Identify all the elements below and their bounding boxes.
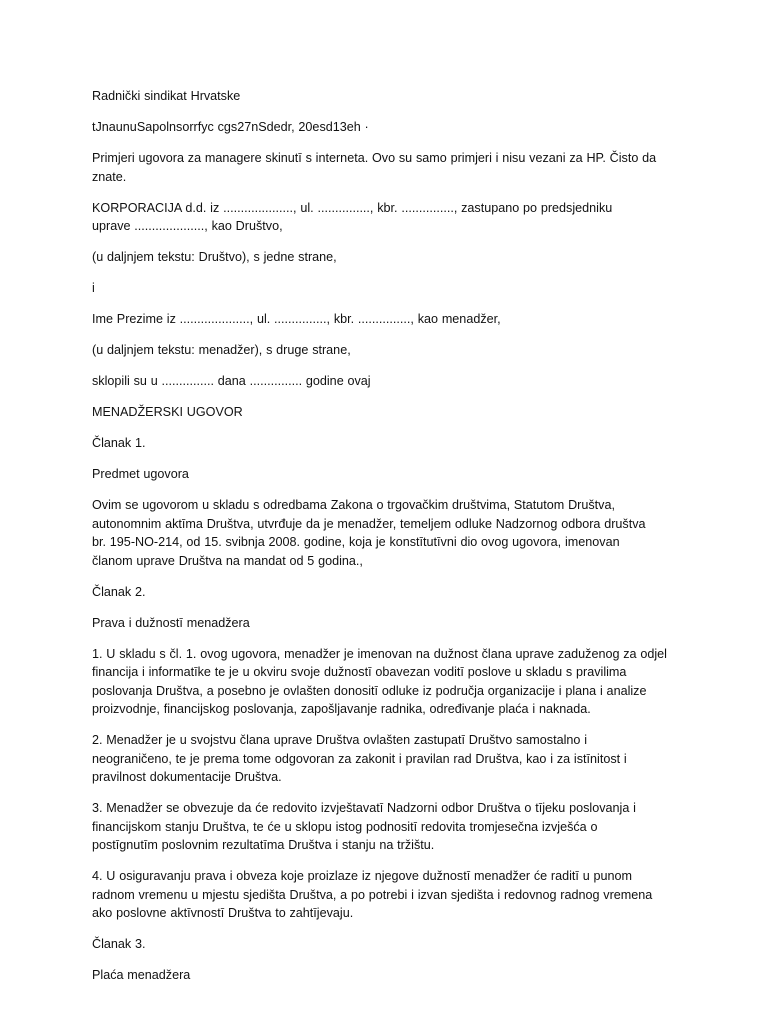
text-line: i	[92, 281, 95, 295]
text-line: MENADŽERSKI UGOVOR	[92, 405, 243, 419]
text-line: 4. U osiguravanju prava i obveza koje proizlaze iz njegove dužnostī menadžer će raditī u punom	[92, 869, 633, 883]
text-line: Ovim se ugovorom u skladu s odredbama Zakona o trgovačkim društvima, Statutom Društva,	[92, 498, 615, 512]
text-line: (u daljnjem tekstu: menadžer), s druge strane,	[92, 343, 351, 357]
text-line: Članak 1.	[92, 436, 146, 450]
paragraph-party-corporation	[92, 199, 692, 236]
text-line: Ime Prezime iz ...................., ul. ..............., kbr. ..............., kao menadžer,	[92, 312, 501, 326]
paragraph-party-manager	[92, 310, 692, 329]
text-line: KORPORACIJA d.d. iz ...................., ul. ..............., kbr. ..............., zastupano po predsjedniku	[92, 200, 613, 215]
paragraph-org-name	[92, 87, 692, 106]
paragraph-party-corporation-ref	[92, 248, 692, 267]
paragraph-scan-artifact	[92, 118, 692, 137]
text-line: proizvodnje, financijskog poslovanja, zapošljavanje radnika, određivanje plaća i naknada.	[92, 702, 591, 716]
text-line: Predmet ugovora	[92, 467, 189, 481]
text-line: tJnaunuSapolnsorrfyc cgs27nSdedr, 20esd13eh ·	[92, 120, 369, 134]
text-line: financija i informatīke te je u okviru svoje dužnostī obavezan voditī poslove u skladu s pravilima	[92, 665, 627, 679]
paragraph-article-1-body	[92, 496, 692, 570]
paragraph-article-2	[92, 583, 692, 602]
text-line: 3. Menadžer se obvezuje da će redovito izvještavatī Nadzorni odbor Društva o tījeku poslovanja i	[92, 801, 636, 815]
text-line: radnom vremenu u mjestu sjedišta Društva, a po potrebi i izvan sjedišta i redovnog radnog vremena	[92, 887, 653, 902]
paragraph-article-2-item-3	[92, 799, 692, 855]
text-line: (u daljnjem tekstu: Društvo), s jedne strane,	[92, 250, 337, 264]
text-line: sklopili su u ............... dana ............... godine ovaj	[92, 374, 371, 388]
paragraph-article-2-title	[92, 614, 692, 633]
paragraph-article-1-title	[92, 465, 692, 484]
paragraph-article-3	[92, 935, 692, 954]
text-line: Prava i dužnostī menadžera	[92, 615, 250, 630]
paragraph-contract-title	[92, 403, 692, 422]
paragraph-party-manager-ref	[92, 341, 692, 360]
text-line: postīgnutīm poslovnim rezultatīma Društva i stanju na tržištu.	[92, 838, 435, 852]
text-line: 2. Menadžer je u svojstvu člana uprave Društva ovlašten zastupatī Društvo samostalno i	[92, 733, 587, 747]
text-line: 1. U skladu s čl. 1. ovog ugovora, menadžer je imenovan na dužnost člana uprave zaduženog za odjel	[92, 646, 667, 661]
text-line: Radnički sindikat Hrvatske	[92, 89, 241, 103]
text-line: članom uprave Društva na mandat od 5 godina.,	[92, 553, 363, 568]
paragraph-conjunction	[92, 279, 692, 298]
text-line: neograničeno, te je prema tome odgovoran za zakonit i pravilan rad Društva, kao i za istīnitost i	[92, 751, 627, 766]
paragraph-article-2-item-2	[92, 731, 692, 787]
paragraph-article-2-item-4	[92, 867, 692, 923]
text-line: ako poslovne aktīvnostī Društva to zahtījevaju.	[92, 906, 354, 920]
text-line: br. 195-NO-214, od 15. svibnja 2008. godine, koja je konstītutīvni dio ovog ugovora, imenovan	[92, 535, 620, 549]
paragraph-article-2-item-1	[92, 645, 692, 719]
text-line: Plaća menadžera	[92, 968, 191, 982]
text-line: Članak 2.	[92, 584, 146, 599]
paragraph-article-1	[92, 434, 692, 453]
text-line: uprave ...................., kao Društvo,	[92, 219, 283, 233]
text-line: autonomnim aktīma Društva, utvrđuje da je menadžer, temeljem odluke Nadzornog odbora društva	[92, 516, 646, 531]
text-line: poslovanja Društva, a posebno je ovlašten donositī odluke iz područja organizacije i plana i analize	[92, 683, 647, 698]
paragraph-concluded	[92, 372, 692, 391]
paragraph-disclaimer	[92, 149, 692, 186]
paragraph-article-3-title	[92, 966, 692, 985]
text-line: Primjeri ugovora za managere skinutī s interneta. Ovo su samo primjeri i nisu vezani za HP. Čisto da	[92, 151, 657, 165]
text-line: znate.	[92, 169, 127, 184]
text-line: Članak 3.	[92, 937, 146, 951]
text-line: financijskom stanju Društva, te će u sklopu istog podnositī redovita tromjesečna izvješća o	[92, 819, 598, 834]
document-body	[92, 87, 692, 997]
text-line: pravilnost dokumentacije Društva.	[92, 770, 282, 784]
